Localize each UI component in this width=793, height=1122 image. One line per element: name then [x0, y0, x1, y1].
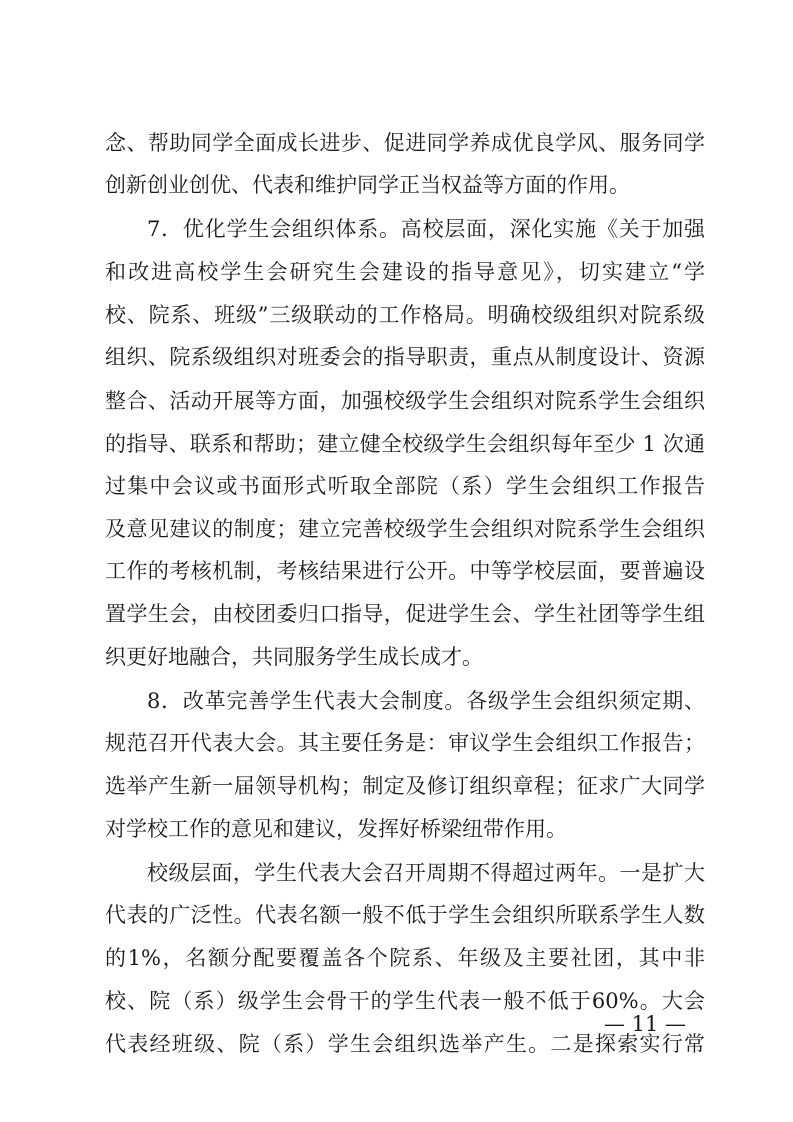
text-line: 织更好地融合，共同服务学生成长成才。 — [105, 645, 483, 669]
paragraph-8-heading-line: 8．改革完善学生代表大会制度。各级学生会组织须定期、 — [147, 689, 705, 713]
text-line: 校、院系、班级”三级联动的工作格局。明确校级组织对院系级 — [105, 303, 705, 327]
text-line: 规范召开代表大会。其主要任务是：审议学生会组织工作报告； — [105, 731, 705, 755]
text-line: 置学生会，由校团委归口指导，促进学生会、学生社团等学生组 — [105, 602, 705, 626]
text-line: 和改进高校学生会研究生会建设的指导意见》，切实建立“学 — [105, 260, 705, 284]
page-number: — 11 — — [603, 1012, 687, 1036]
paragraph-start-line: 校级层面，学生代表大会召开周期不得超过两年。一是扩大 — [147, 861, 705, 885]
text-line: 校、院（系）级学生会骨干的学生代表一般不低于60%。大会 — [105, 989, 705, 1013]
text-line: 及意见建议的制度；建立完善校级学生会组织对院系学生会组织 — [105, 517, 705, 541]
text-line: 组织、院系级组织对班委会的指导职责，重点从制度设计、资源 — [105, 345, 705, 369]
text-line: 选举产生新一届领导机构；制定及修订组织章程；征求广大同学 — [105, 774, 705, 798]
text-line: 的指导、联系和帮助；建立健全校级学生会组织每年至少 1 次通 — [105, 432, 705, 456]
text-line: 过集中会议或书面形式听取全部院（系）学生会组织工作报告 — [105, 474, 705, 498]
text-line: 代表经班级、院（系）学生会组织选举产生。二是探索实行常 — [105, 1032, 705, 1056]
text-line: 的1%，名额分配要覆盖各个院系、年级及主要社团，其中非 — [105, 946, 705, 970]
paragraph-7-heading-line: 7．优化学生会组织体系。高校层面，深化实施《关于加强 — [147, 217, 705, 241]
text-line: 整合、活动开展等方面，加强校级学生会组织对院系学生会组织 — [105, 389, 705, 413]
text-line: 对学校工作的意见和建议，发挥好桥梁纽带作用。 — [105, 817, 567, 841]
text-line: 创新创业创优、代表和维护同学正当权益等方面的作用。 — [105, 173, 630, 197]
text-line: 代表的广泛性。代表名额一般不低于学生会组织所联系学生人数 — [105, 903, 705, 927]
text-line: 念、帮助同学全面成长进步、促进同学养成优良学风、服务同学 — [105, 131, 705, 155]
text-line: 工作的考核机制，考核结果进行公开。中等学校层面，要普遍设 — [105, 559, 705, 583]
